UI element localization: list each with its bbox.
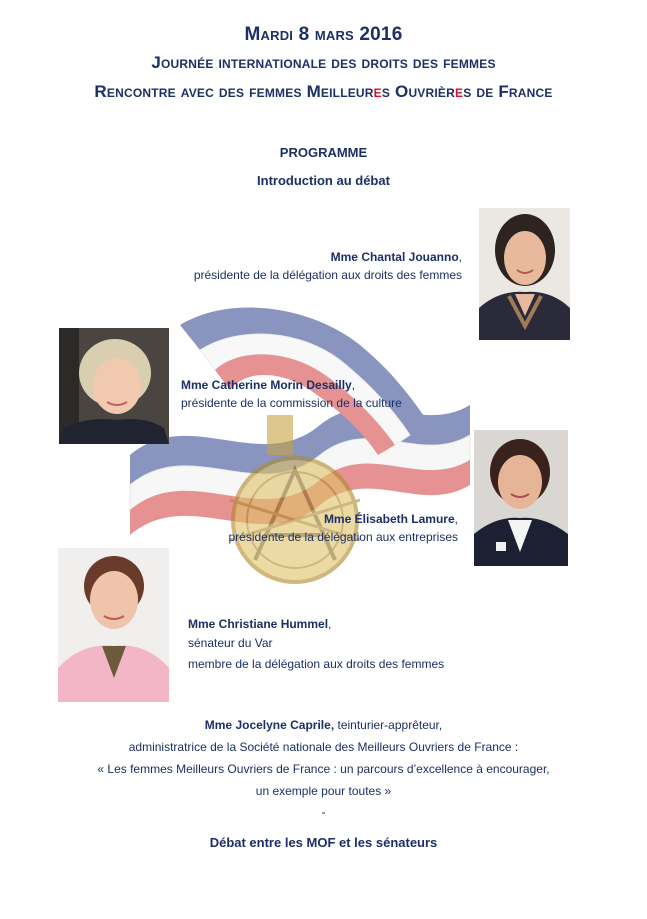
caprile-name: Mme Jocelyne Caprile, <box>204 718 335 732</box>
program-label: PROGRAMME <box>279 145 368 160</box>
intro-label: Introduction au débat <box>257 173 390 188</box>
catherine-morin-desailly-photo <box>59 328 169 444</box>
caprile-role: administratrice de la Société nationale des Meilleurs Ouvriers de France : <box>128 740 519 754</box>
lamure-name: Mme Élisabeth Lamure <box>323 512 455 526</box>
hummel-name: Mme Christiane Hummel <box>188 617 329 631</box>
caprile-title: teinturier-apprêteur, <box>334 718 443 732</box>
elisabeth-lamure-photo <box>474 430 568 566</box>
chantal-jouanno-photo <box>479 208 570 340</box>
lamure-role: présidente de la délégation aux entreprises <box>228 530 458 544</box>
christiane-hummel-photo <box>58 548 169 702</box>
caprile-block <box>0 714 647 802</box>
event-heading: Journée internationale des droits des femmes <box>151 53 496 72</box>
hummel-role-2: membre de la délégation aux droits des femmes <box>188 657 445 671</box>
morin-desailly-role: présidente de la commission de la culture <box>181 396 402 410</box>
jouanno-name: Mme Chantal Jouanno <box>330 250 459 264</box>
hummel-role-1: sénateur du Var <box>188 636 273 650</box>
caprile-quote-2: un exemple pour toutes » <box>255 784 392 798</box>
date-heading: Mardi 8 mars 2016 <box>244 24 403 45</box>
morin-desailly-name: Mme Catherine Morin Desailly <box>181 378 352 392</box>
caprile-quote-1: « Les femmes Meilleurs Ouvriers de France : un parcours d’excellence à encourager, <box>97 762 550 776</box>
jouanno-role: présidente de la délégation aux droits des femmes <box>193 268 462 282</box>
meeting-heading: Rencontre avec des femmes Meilleures Ouvrières de France <box>94 82 553 101</box>
debate-heading: Débat entre les MOF et les sénateurs <box>209 835 438 850</box>
separator: - <box>321 805 326 819</box>
